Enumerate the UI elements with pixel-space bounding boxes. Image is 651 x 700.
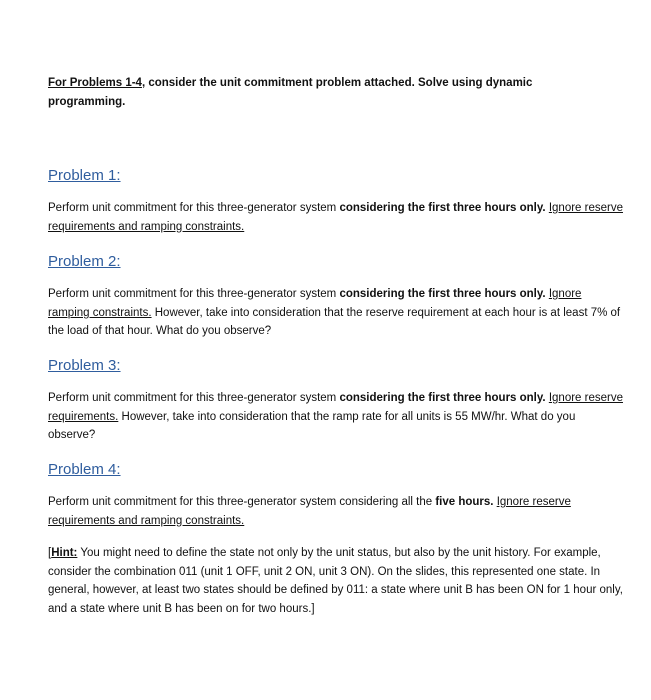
document-page: [48, 74, 628, 615]
problem-1-text: [48, 199, 623, 236]
problem-2-text-post: However, take into consideration that the reserve requirement at each hour is at least 7% of the load of that hour. What do you observe?: [48, 306, 621, 337]
hint-text: You might need to define the state not only by the unit status, but also by the unit history. For example, consider the combination 011 (unit 1 OFF, unit 2 ON, unit 3 ON). On the slides, this represented one state. In general, however, at least two states should be defined by 011: a state where unit B has been ON for 1 hour only, and a state where unit B has been on for two hours.]: [48, 547, 623, 615]
hint-paragraph: [48, 544, 623, 618]
problem-3-text-bold: considering the first three hours only.: [339, 392, 546, 404]
problem-3-text: [48, 389, 623, 445]
problem-3-text-underline: Ignore reserve requirements.: [48, 392, 623, 423]
problem-4-text: [48, 493, 623, 530]
problem-4-text-pre: Perform unit commitment for this three-generator system considering all the: [48, 496, 436, 508]
hint-open-bracket: [: [48, 547, 52, 559]
intro-paragraph: [48, 74, 548, 112]
problem-3-text-post: However, take into consideration that the ramp rate for all units is 55 MW/hr. What do you observe?: [48, 410, 576, 441]
problem-3-section: [48, 356, 628, 445]
problem-2-text: [48, 285, 623, 341]
problem-2-heading: Problem 2:: [48, 253, 121, 270]
intro-lead: For Problems 1-4: [48, 77, 142, 89]
hint-label: Hint:: [51, 547, 78, 559]
problem-3-text-pre: Perform unit commitment for this three-generator system: [48, 392, 340, 404]
intro-text: , consider the unit commitment problem attached. Solve using dynamic programming.: [48, 77, 533, 108]
problem-1-text-pre: Perform unit commitment for this three-generator system: [48, 202, 340, 214]
problem-1-text-bold: considering the first three hours only.: [339, 202, 546, 214]
problem-4-heading: Problem 4:: [48, 461, 121, 478]
problem-2-text-underline: Ignore ramping constraints.: [48, 288, 582, 319]
problem-2-text-pre: Perform unit commitment for this three-generator system: [48, 288, 340, 300]
problem-4-section: [48, 460, 628, 530]
problem-2-text-bold: considering the first three hours only.: [339, 288, 546, 300]
problem-1-text-underline: Ignore reserve requirements and ramping constraints.: [48, 202, 623, 233]
problem-4-text-underline: Ignore reserve requirements and ramping constraints.: [48, 496, 571, 527]
problem-4-text-bold: five hours.: [435, 496, 494, 508]
problem-3-heading: Problem 3:: [48, 357, 121, 374]
problem-1-section: [48, 166, 628, 236]
problem-1-heading: Problem 1:: [48, 167, 121, 184]
problem-2-section: [48, 252, 628, 341]
